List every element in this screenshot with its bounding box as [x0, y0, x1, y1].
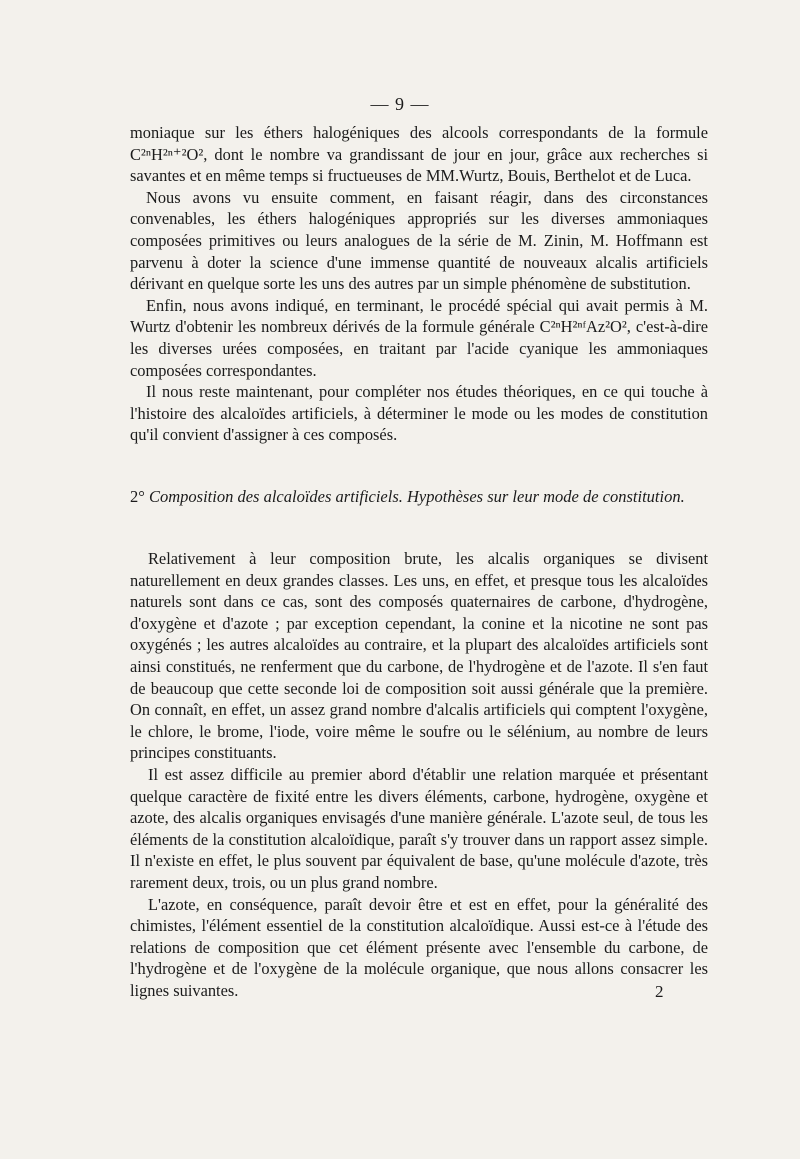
page-number: — 9 — — [370, 94, 430, 114]
section-title: Composition des alcaloïdes artificiels. Hypothèses sur leur mode de constitution. — [148, 487, 685, 506]
top-text-block — [130, 122, 708, 446]
signature-mark: 2 — [655, 982, 664, 1001]
paragraph: Il est assez difficile au premier abord d'établir une relation marquée et présentant quelque caractère de fixité entre les divers éléments, carbone, hydrogène, oxygène et azote, des alcalis organiques envisagés d'une manière générale. L'azote seul, de tous les éléments de la constitution alcaloïdique, paraît s'y trouver dans un rapport assez simple. Il n'existe en effet, le plus souvent par équivalent de base, qu'une molécule d'azote, très rarement deux, trois, ou un plus grand nombre. — [130, 764, 708, 892]
section-number: 2° — [130, 487, 145, 506]
paragraph: Nous avons vu ensuite comment, en faisant réagir, dans des circonstances convenables, les éthers halogéniques appropriés sur les diverses ammoniaques composées primitives ou leurs analogues de la série de M. Zinin, M. Hoffmann est parvenu à doter la science d'une immense quantité de nouveaux alcalis artificiels dérivant en quelque sorte les uns des autres par un simple phénomène de substitution. — [130, 187, 708, 294]
paragraph: L'azote, en conséquence, paraît devoir être et est en effet, pour la généralité des chimistes, l'élément essentiel de la constitution alcaloïdique. Aussi est-ce à l'étude des relations de composition que cet élément présente avec l'ensemble du carbone, de l'hydrogène et de l'oxygène de la molécule organique, que nous allons consacrer les lignes suivantes. — [130, 894, 708, 1000]
paragraph: Relativement à leur composition brute, les alcalis organiques se divisent naturellement en deux grandes classes. Les uns, en effet, et presque tous les alcaloïdes naturels sont dans ce cas, sont des composés quaternaires de carbone, d'hydrogène, d'oxygène et d'azote ; par exception cependant, la conine et la nicotine ne sont pas oxygénés ; les autres alcaloïdes au contraire, et la plupart des alcaloïdes artificiels sont ainsi constitués, ne renferment que du carbone, de l'hydrogène et de l'azote. Il s'en faut de beaucoup que cette seconde loi de composition soit aussi générale que la première. On connaît, en effet, un assez grand nombre d'alcalis artificiels qui comptent l'oxygène, le chlore, le brome, l'iode, voire même le soufre ou le sélénium, au nombre de leurs principes constituants. — [130, 549, 708, 763]
section-heading — [130, 487, 710, 507]
bottom-text-block — [130, 548, 708, 1001]
paragraph: moniaque sur les éthers halogéniques des alcools correspondants de la formule C²ⁿH²ⁿ⁺²O², dont le nombre va grandissant de jour en jour, grâce aux recherches si savantes et en même temps si fructueuses de MM.Wurtz, Bouis, Berthelot et de Luca. — [130, 123, 708, 186]
paragraph: Il nous reste maintenant, pour compléter nos études théoriques, en ce qui touche à l'histoire des alcaloïdes artificiels, à déterminer le mode ou les modes de constitution qu'il convient d'assigner à ces composés. — [130, 382, 708, 445]
paragraph: Enfin, nous avons indiqué, en terminant, le procédé spécial qui avait permis à M. Wurtz d'obtenir les nombreux dérivés de la formule générale C²ⁿH²ⁿᶠAz²O², c'est-à-dire les diverses urées composées, en traitant par l'acide cyanique les ammoniaques composées correspondantes. — [130, 295, 708, 380]
